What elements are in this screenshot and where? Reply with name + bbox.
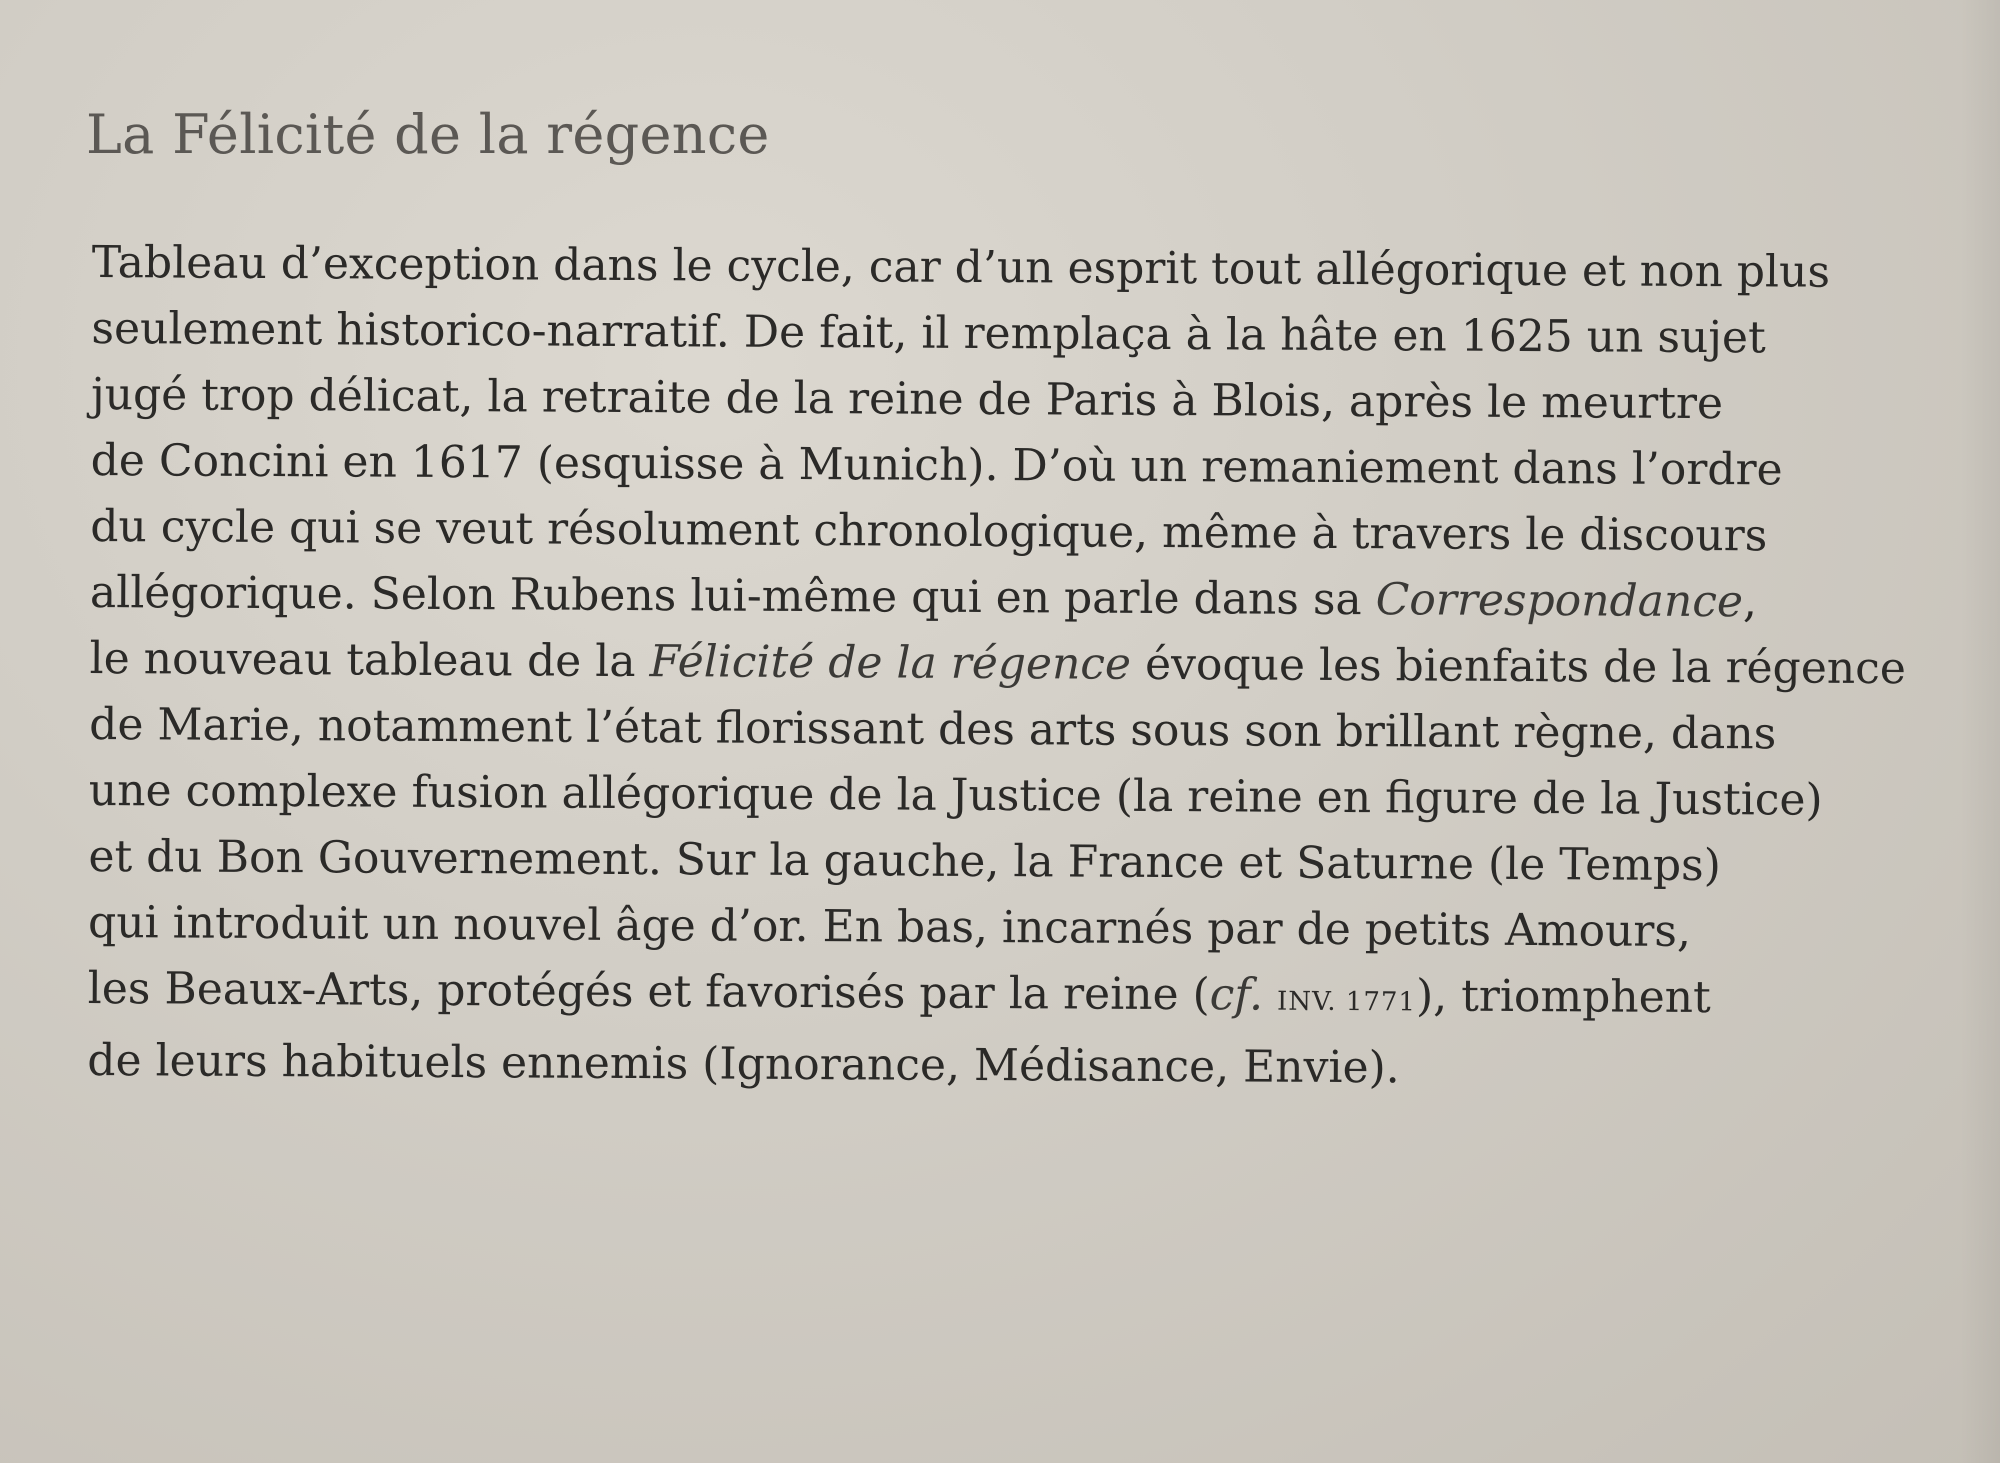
body-line: de Concini en 1617 (esquisse à Munich). D’où un remaniement dans l’ordre: [90, 434, 1783, 496]
body-text-run: allégorique. Selon Rubens lui-même qui en parle dans sa: [89, 566, 1376, 626]
body-line: qui introduit un nouvel âge d’or. En bas, incarnés par de petits Amours,: [87, 896, 1692, 957]
body-text-run: évoque les bienfaits de la régence: [1130, 638, 1907, 695]
italic-cf-abbreviation: cf.: [1209, 969, 1264, 1021]
body-text-run: le nouveau tableau de la: [89, 632, 650, 688]
body-line: une complexe fusion allégorique de la Justice (la reine en figure de la Justice): [88, 764, 1823, 826]
body-line: seulement historico-narratif. De fait, il remplaça à la hâte en 1625 un sujet: [91, 302, 1766, 364]
body-line: Tableau d’exception dans le cycle, car d’un esprit tout allégorique et non plus: [91, 236, 1831, 298]
italic-title-correspondance: Correspondance: [1375, 574, 1744, 628]
body-line: [89, 626, 1969, 702]
body-line: de Marie, notamment l’état florissant des arts sous son brillant règne, dans: [89, 698, 1777, 760]
body-text-run: ,: [1742, 576, 1758, 628]
body-line: [90, 560, 1970, 636]
label-title: La Félicité de la régence: [86, 103, 770, 166]
label-body: [87, 230, 1972, 1104]
body-line: jugé trop délicat, la retraite de la reine de Paris à Blois, après le meurtre: [90, 368, 1724, 430]
italic-title-felicite: Félicité de la régence: [649, 636, 1132, 690]
body-line: [88, 956, 1968, 1038]
body-text-run: les Beaux-Arts, protégés et favorisés par la reine (: [87, 962, 1210, 1021]
inventory-number: INV. 1771: [1276, 986, 1417, 1018]
body-line: de leurs habituels ennemis (Ignorance, Médisance, Envie).: [87, 1034, 1400, 1094]
body-text-run: ), triomphent: [1415, 970, 1711, 1024]
body-line: et du Bon Gouvernement. Sur la gauche, la France et Saturne (le Temps): [88, 830, 1721, 892]
body-line: du cycle qui se veut résolument chronologique, même à travers le discours: [90, 500, 1768, 562]
